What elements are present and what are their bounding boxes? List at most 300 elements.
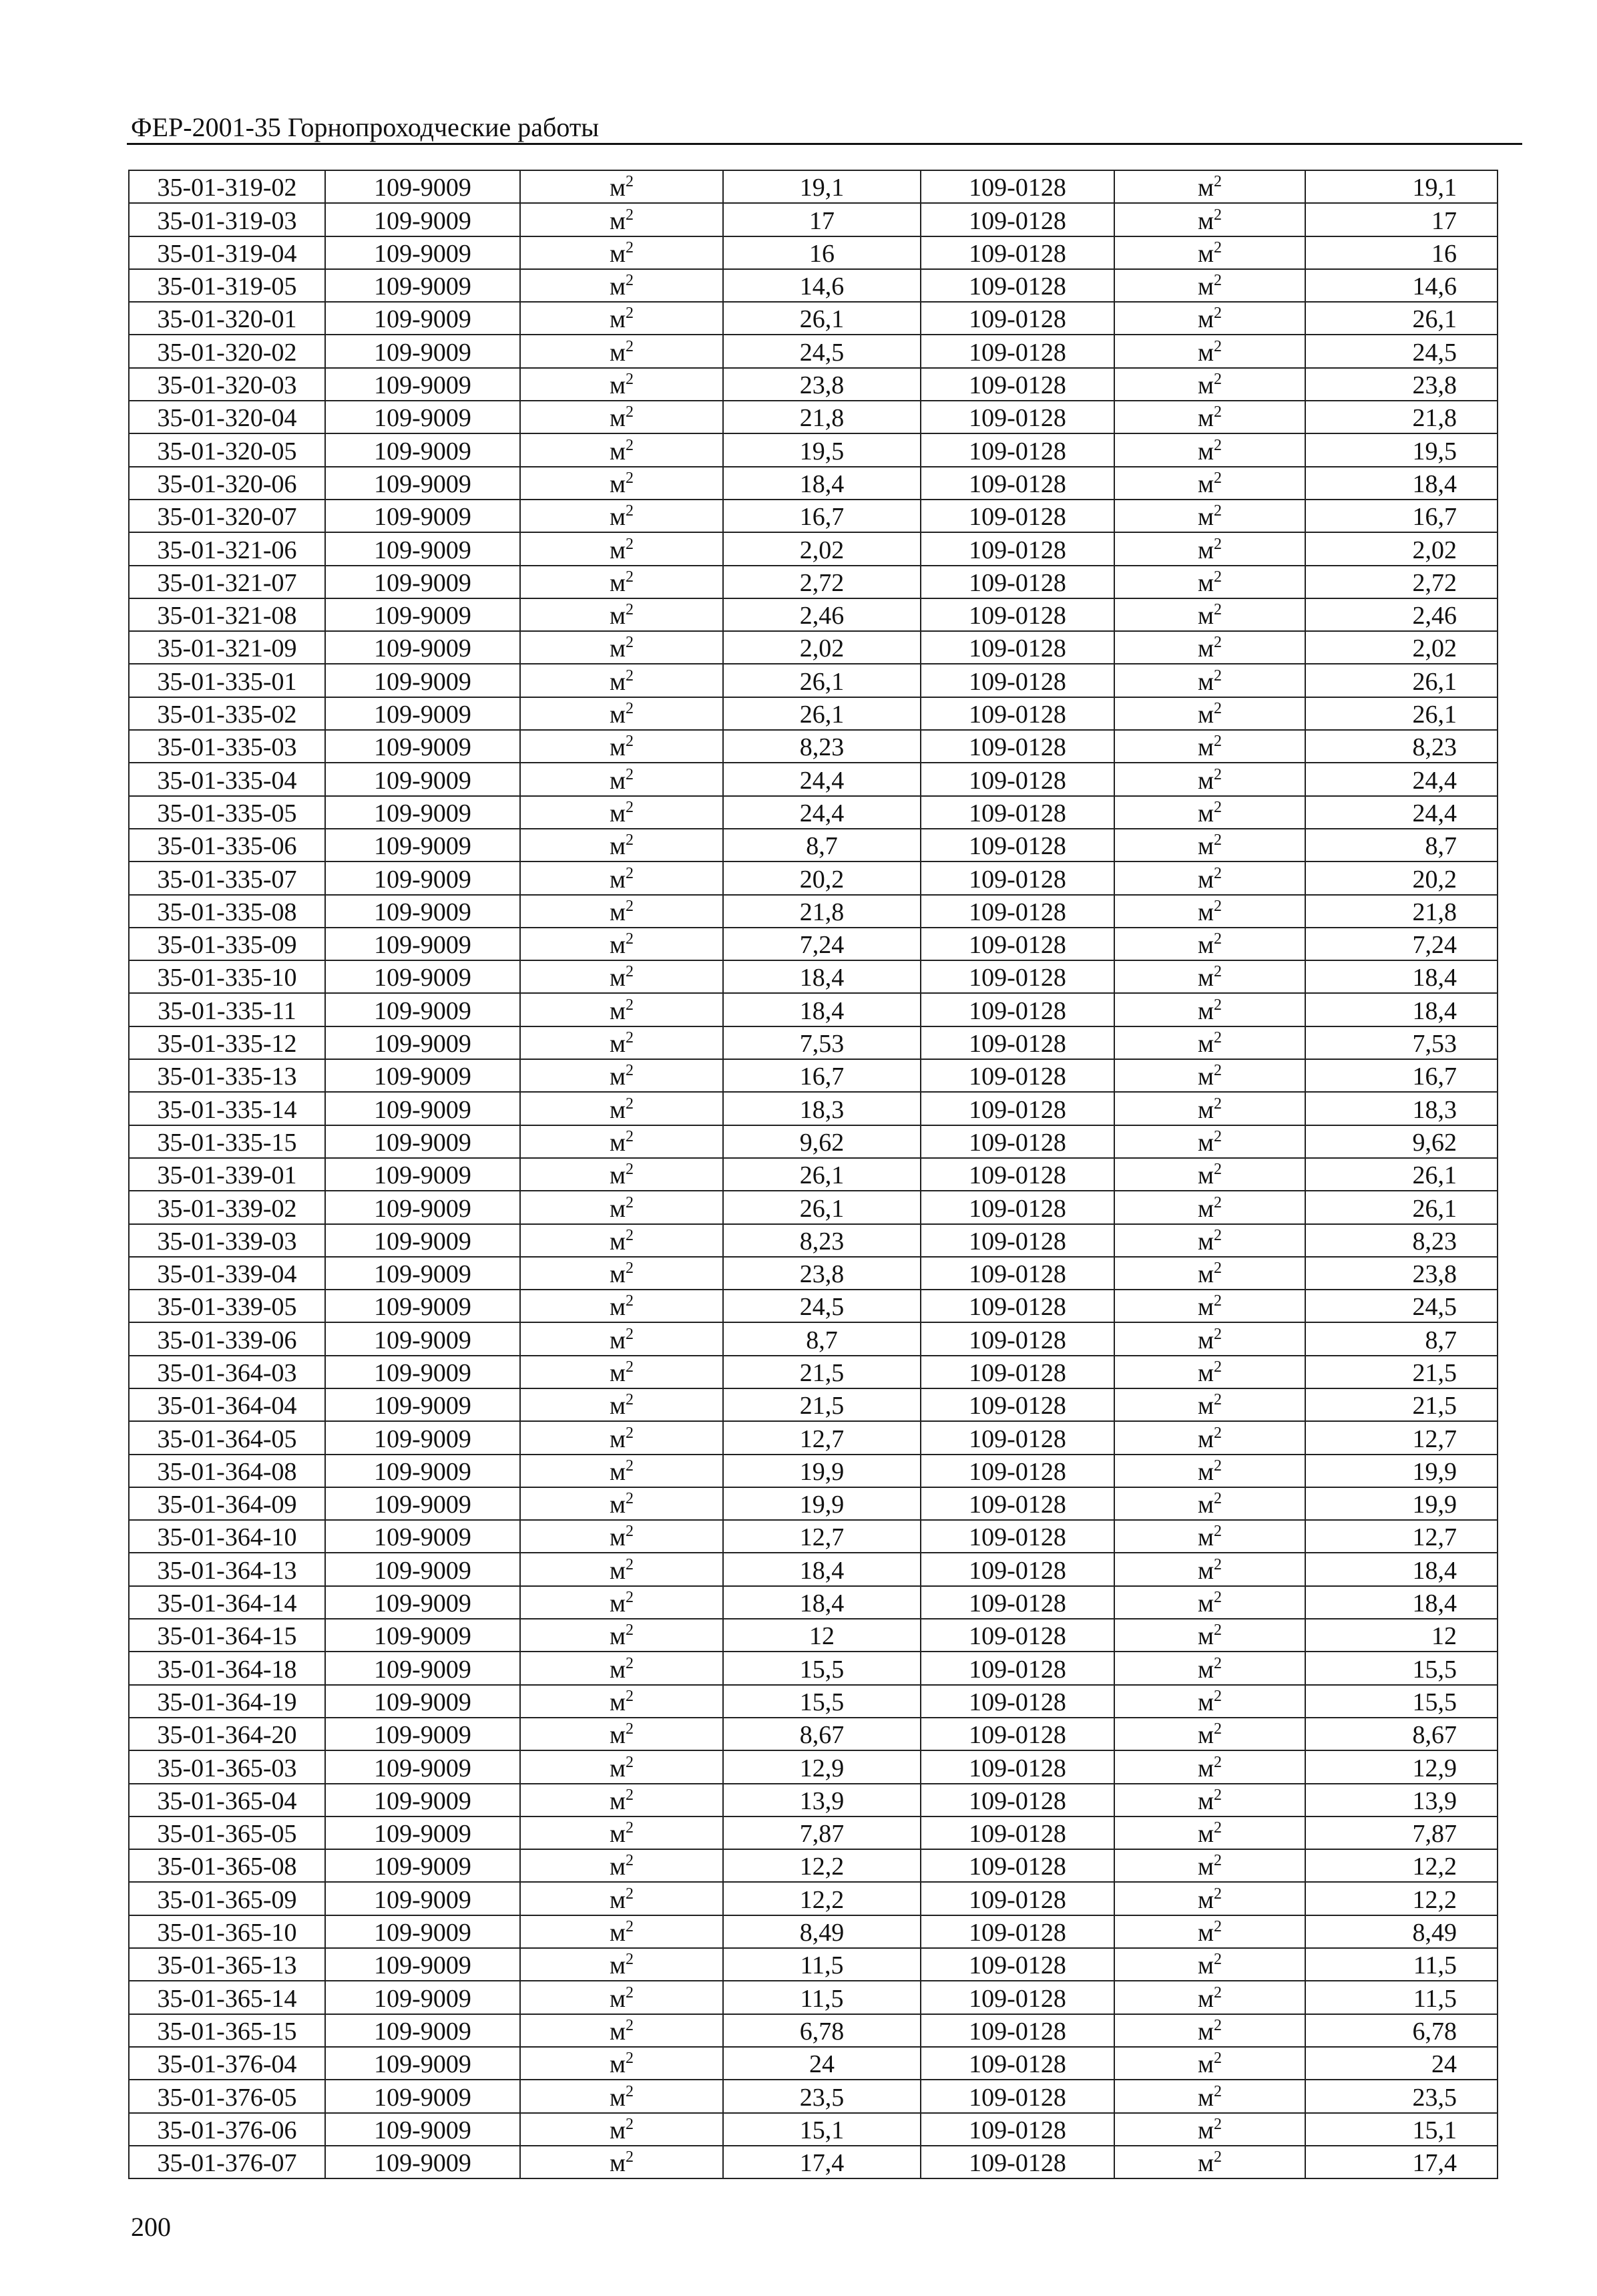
cell-resource-code-1-text: 109-9009 bbox=[374, 1523, 471, 1552]
cell-value-1-text: 18,4 bbox=[799, 1556, 845, 1585]
cell-value-1-text: 26,1 bbox=[799, 667, 845, 696]
cell-resource-code-2-text: 109-0128 bbox=[969, 1095, 1066, 1124]
cell-unit-1-text: м bbox=[609, 898, 626, 926]
cell-value-2-text: 26,1 bbox=[1412, 305, 1457, 334]
cell-unit-1-text: м bbox=[609, 865, 626, 894]
unit-exponent: 2 bbox=[1214, 1687, 1222, 1705]
table-row bbox=[129, 500, 1498, 532]
cell-unit-1 bbox=[520, 1520, 723, 1553]
unit-exponent: 2 bbox=[626, 2148, 634, 2166]
cell-unit-2 bbox=[1114, 368, 1305, 401]
table-row bbox=[129, 631, 1498, 664]
cell-value-2-text: 23,8 bbox=[1412, 1260, 1457, 1289]
unit-exponent: 2 bbox=[626, 206, 634, 224]
cell-value-1-text: 18,4 bbox=[799, 996, 845, 1025]
cell-unit-1 bbox=[520, 532, 723, 565]
cell-resource-code-1-text: 109-9009 bbox=[374, 469, 471, 498]
unit-exponent: 2 bbox=[1214, 1654, 1222, 1672]
cell-resource-code-1 bbox=[325, 796, 520, 829]
cell-value-2 bbox=[1305, 1882, 1498, 1915]
cell-value-2-text: 18,4 bbox=[1412, 996, 1457, 1025]
cell-unit-2-text: м bbox=[1197, 1984, 1214, 2013]
cell-norm-code bbox=[129, 796, 325, 829]
cell-value-1 bbox=[723, 401, 921, 433]
cell-unit-1-text: м bbox=[609, 996, 626, 1025]
cell-norm-code bbox=[129, 1487, 325, 1520]
cell-value-1 bbox=[723, 500, 921, 532]
cell-unit-1 bbox=[520, 1388, 723, 1421]
cell-norm-code bbox=[129, 928, 325, 960]
cell-value-2 bbox=[1305, 862, 1498, 894]
unit-exponent: 2 bbox=[626, 1951, 634, 1969]
cell-unit-1 bbox=[520, 598, 723, 631]
unit-exponent: 2 bbox=[626, 897, 634, 915]
table-row bbox=[129, 1619, 1498, 1652]
table-row bbox=[129, 2113, 1498, 2146]
unit-exponent: 2 bbox=[1214, 1852, 1222, 1870]
unit-exponent: 2 bbox=[626, 371, 634, 389]
cell-value-1 bbox=[723, 1421, 921, 1454]
cell-norm-code bbox=[129, 2080, 325, 2112]
cell-value-1 bbox=[723, 1257, 921, 1290]
cell-unit-1-text: м bbox=[609, 2149, 626, 2178]
unit-exponent: 2 bbox=[626, 1095, 634, 1113]
cell-resource-code-1-text: 109-9009 bbox=[374, 1128, 471, 1157]
cell-unit-2 bbox=[1114, 1487, 1305, 1520]
unit-exponent: 2 bbox=[1214, 1226, 1222, 1244]
unit-exponent: 2 bbox=[1214, 305, 1222, 323]
cell-value-1-text: 13,9 bbox=[799, 1786, 845, 1815]
unit-exponent: 2 bbox=[1214, 2148, 1222, 2166]
cell-value-1-text: 17,4 bbox=[799, 2149, 845, 2178]
unit-exponent: 2 bbox=[626, 436, 634, 454]
cell-resource-code-2-text: 109-0128 bbox=[969, 371, 1066, 400]
cell-unit-1-text: м bbox=[609, 437, 626, 465]
cell-norm-code-text: 35-01-376-05 bbox=[157, 2083, 297, 2112]
cell-norm-code bbox=[129, 170, 325, 203]
cell-norm-code-text: 35-01-339-05 bbox=[157, 1293, 297, 1322]
cell-value-1 bbox=[723, 2146, 921, 2178]
cell-value-2-text: 2,46 bbox=[1412, 602, 1457, 630]
unit-exponent: 2 bbox=[626, 1457, 634, 1475]
cell-norm-code-text: 35-01-335-10 bbox=[157, 964, 297, 992]
unit-exponent: 2 bbox=[626, 502, 634, 520]
cell-resource-code-1 bbox=[325, 1158, 520, 1191]
cell-norm-code-text: 35-01-319-05 bbox=[157, 272, 297, 301]
cell-unit-2-text: м bbox=[1197, 469, 1214, 498]
cell-value-1 bbox=[723, 1026, 921, 1059]
cell-unit-2 bbox=[1114, 401, 1305, 433]
cell-unit-2 bbox=[1114, 467, 1305, 500]
cell-resource-code-2 bbox=[921, 368, 1114, 401]
table-row bbox=[129, 1553, 1498, 1585]
cell-unit-2-text: м bbox=[1197, 1655, 1214, 1684]
cell-value-1-text: 26,1 bbox=[799, 701, 845, 729]
unit-exponent: 2 bbox=[626, 535, 634, 553]
cell-resource-code-1-text: 109-9009 bbox=[374, 1655, 471, 1684]
cell-value-2-text: 12,7 bbox=[1412, 1523, 1457, 1552]
cell-unit-2 bbox=[1114, 631, 1305, 664]
unit-exponent: 2 bbox=[1214, 733, 1222, 751]
cell-unit-1 bbox=[520, 1455, 723, 1487]
cell-resource-code-2-text: 109-0128 bbox=[969, 1424, 1066, 1453]
cell-resource-code-2-text: 109-0128 bbox=[969, 2050, 1066, 2079]
cell-unit-1-text: м bbox=[609, 1161, 626, 1190]
cell-resource-code-2 bbox=[921, 1619, 1114, 1652]
unit-exponent: 2 bbox=[626, 1621, 634, 1640]
cell-value-1-text: 12,7 bbox=[799, 1424, 845, 1453]
cell-value-1-text: 26,1 bbox=[799, 1194, 845, 1223]
cell-resource-code-1-text: 109-9009 bbox=[374, 898, 471, 926]
cell-value-2-text: 9,62 bbox=[1412, 1128, 1457, 1157]
cell-unit-2-text: м bbox=[1197, 206, 1214, 235]
cell-resource-code-1 bbox=[325, 928, 520, 960]
cell-unit-2 bbox=[1114, 1849, 1305, 1882]
cell-value-2 bbox=[1305, 1948, 1498, 1981]
cell-value-1-text: 16 bbox=[809, 239, 835, 268]
cell-resource-code-1-text: 109-9009 bbox=[374, 1260, 471, 1289]
cell-resource-code-2 bbox=[921, 1784, 1114, 1816]
cell-resource-code-2 bbox=[921, 829, 1114, 862]
cell-unit-1-text: м bbox=[609, 701, 626, 729]
cell-unit-1 bbox=[520, 500, 723, 532]
cell-norm-code-text: 35-01-335-08 bbox=[157, 898, 297, 926]
cell-norm-code-text: 35-01-320-01 bbox=[157, 305, 297, 334]
cell-resource-code-2 bbox=[921, 302, 1114, 335]
cell-value-2-text: 26,1 bbox=[1412, 701, 1457, 729]
cell-unit-2 bbox=[1114, 269, 1305, 302]
cell-norm-code bbox=[129, 1191, 325, 1223]
unit-exponent: 2 bbox=[1214, 601, 1222, 619]
cell-norm-code-text: 35-01-335-02 bbox=[157, 701, 297, 729]
table-row bbox=[129, 829, 1498, 862]
cell-unit-1-text: м bbox=[609, 1260, 626, 1289]
unit-exponent: 2 bbox=[626, 1555, 634, 1573]
cell-resource-code-2-text: 109-0128 bbox=[969, 1260, 1066, 1289]
cell-unit-2-text: м bbox=[1197, 1457, 1214, 1486]
cell-resource-code-2 bbox=[921, 1750, 1114, 1783]
cell-value-1-text: 7,24 bbox=[799, 931, 845, 960]
cell-resource-code-1 bbox=[325, 335, 520, 367]
cell-unit-2 bbox=[1114, 335, 1305, 367]
cell-norm-code bbox=[129, 862, 325, 894]
table-row bbox=[129, 1059, 1498, 1092]
cell-value-1 bbox=[723, 1125, 921, 1158]
cell-norm-code bbox=[129, 1257, 325, 1290]
cell-value-2 bbox=[1305, 2146, 1498, 2178]
cell-unit-2 bbox=[1114, 1356, 1305, 1388]
cell-unit-1-text: м bbox=[609, 1358, 626, 1387]
table-row bbox=[129, 862, 1498, 894]
cell-value-2-text: 21,5 bbox=[1412, 1358, 1457, 1387]
cell-value-1-text: 24,4 bbox=[799, 766, 845, 795]
cell-resource-code-2 bbox=[921, 203, 1114, 236]
cell-unit-1-text: м bbox=[609, 1227, 626, 1256]
cell-value-1-text: 2,46 bbox=[799, 602, 845, 630]
cell-unit-1-text: м bbox=[609, 2116, 626, 2144]
unit-exponent: 2 bbox=[1214, 1555, 1222, 1573]
cell-value-2 bbox=[1305, 895, 1498, 928]
cell-value-2-text: 12 bbox=[1431, 1622, 1457, 1651]
cell-unit-2 bbox=[1114, 1586, 1305, 1619]
table-row bbox=[129, 1685, 1498, 1718]
cell-norm-code-text: 35-01-320-07 bbox=[157, 503, 297, 532]
cell-norm-code bbox=[129, 1948, 325, 1981]
cell-value-2 bbox=[1305, 1553, 1498, 1585]
cell-unit-2-text: м bbox=[1197, 1128, 1214, 1157]
cell-unit-1-text: м bbox=[609, 1885, 626, 1914]
cell-resource-code-2 bbox=[921, 895, 1114, 928]
cell-resource-code-2 bbox=[921, 1816, 1114, 1849]
table-row bbox=[129, 1290, 1498, 1322]
cell-unit-1 bbox=[520, 631, 723, 664]
unit-exponent: 2 bbox=[626, 1226, 634, 1244]
cell-value-2 bbox=[1305, 1290, 1498, 1322]
cell-unit-1-text: м bbox=[609, 1457, 626, 1486]
cell-resource-code-2 bbox=[921, 1322, 1114, 1355]
cell-unit-1-text: м bbox=[609, 1919, 626, 1947]
unit-exponent: 2 bbox=[1214, 238, 1222, 256]
cell-value-1 bbox=[723, 796, 921, 829]
cell-unit-2-text: м bbox=[1197, 2083, 1214, 2112]
cell-unit-2 bbox=[1114, 1718, 1305, 1750]
cell-value-2 bbox=[1305, 269, 1498, 302]
cell-unit-1 bbox=[520, 236, 723, 269]
cell-norm-code-text: 35-01-365-03 bbox=[157, 1754, 297, 1782]
cell-resource-code-1 bbox=[325, 664, 520, 697]
cell-resource-code-2-text: 109-0128 bbox=[969, 1326, 1066, 1354]
unit-exponent: 2 bbox=[626, 1523, 634, 1541]
cell-resource-code-1 bbox=[325, 1553, 520, 1585]
cell-unit-1-text: м bbox=[609, 602, 626, 630]
cell-norm-code bbox=[129, 1784, 325, 1816]
table-body bbox=[129, 170, 1498, 2178]
cell-resource-code-1-text: 109-9009 bbox=[374, 1622, 471, 1651]
table-row bbox=[129, 598, 1498, 631]
cell-value-1 bbox=[723, 1750, 921, 1783]
cell-value-1-text: 21,8 bbox=[799, 898, 845, 926]
table-row bbox=[129, 993, 1498, 1026]
cell-resource-code-2 bbox=[921, 1224, 1114, 1257]
cell-unit-2-text: м bbox=[1197, 1260, 1214, 1289]
cell-resource-code-2 bbox=[921, 1455, 1114, 1487]
cell-value-2-text: 8,23 bbox=[1412, 733, 1457, 762]
cell-resource-code-1-text: 109-9009 bbox=[374, 1457, 471, 1486]
unit-exponent: 2 bbox=[1214, 765, 1222, 783]
cell-value-2 bbox=[1305, 960, 1498, 993]
unit-exponent: 2 bbox=[1214, 535, 1222, 553]
cell-resource-code-2 bbox=[921, 1718, 1114, 1750]
cell-unit-2-text: м bbox=[1197, 503, 1214, 532]
cell-value-2 bbox=[1305, 1421, 1498, 1454]
cell-norm-code bbox=[129, 1224, 325, 1257]
page-header-title: ФЕР-2001-35 Горнопроходческие работы bbox=[131, 112, 600, 142]
cell-norm-code-text: 35-01-335-06 bbox=[157, 832, 297, 861]
cell-unit-2-text: м bbox=[1197, 338, 1214, 367]
cell-value-1-text: 23,8 bbox=[799, 371, 845, 400]
cell-unit-2 bbox=[1114, 1059, 1305, 1092]
unit-exponent: 2 bbox=[1214, 2016, 1222, 2034]
cell-unit-1 bbox=[520, 203, 723, 236]
cell-norm-code-text: 35-01-335-03 bbox=[157, 733, 297, 762]
unit-exponent: 2 bbox=[1214, 831, 1222, 849]
cell-value-2-text: 12,2 bbox=[1412, 1885, 1457, 1914]
cell-unit-1-text: м bbox=[609, 1030, 626, 1059]
cell-resource-code-2 bbox=[921, 1125, 1114, 1158]
cell-resource-code-2-text: 109-0128 bbox=[969, 1655, 1066, 1684]
cell-unit-2 bbox=[1114, 566, 1305, 598]
cell-value-2-text: 15,5 bbox=[1412, 1655, 1457, 1684]
cell-unit-1-text: м bbox=[609, 1523, 626, 1552]
unit-exponent: 2 bbox=[1214, 1127, 1222, 1145]
cell-unit-2 bbox=[1114, 960, 1305, 993]
cell-value-1 bbox=[723, 2080, 921, 2112]
cell-resource-code-1 bbox=[325, 1882, 520, 1915]
cell-value-2 bbox=[1305, 1125, 1498, 1158]
cell-unit-2 bbox=[1114, 1652, 1305, 1684]
cell-unit-1-text: м bbox=[609, 2083, 626, 2112]
cell-resource-code-2-text: 109-0128 bbox=[969, 1754, 1066, 1782]
cell-norm-code-text: 35-01-335-07 bbox=[157, 865, 297, 894]
cell-norm-code-text: 35-01-339-04 bbox=[157, 1260, 297, 1289]
table-row bbox=[129, 730, 1498, 763]
cell-resource-code-1 bbox=[325, 236, 520, 269]
cell-unit-1 bbox=[520, 928, 723, 960]
cell-value-2 bbox=[1305, 368, 1498, 401]
cell-value-1-text: 15,1 bbox=[799, 2116, 845, 2144]
cell-resource-code-1-text: 109-9009 bbox=[374, 964, 471, 992]
unit-exponent: 2 bbox=[1214, 1490, 1222, 1508]
cell-resource-code-1 bbox=[325, 1981, 520, 2014]
cell-unit-2-text: м bbox=[1197, 898, 1214, 926]
cell-resource-code-1-text: 109-9009 bbox=[374, 1293, 471, 1322]
cell-norm-code bbox=[129, 631, 325, 664]
unit-exponent: 2 bbox=[1214, 1621, 1222, 1640]
cell-norm-code-text: 35-01-365-13 bbox=[157, 1951, 297, 1980]
table-row bbox=[129, 1158, 1498, 1191]
cell-norm-code-text: 35-01-320-04 bbox=[157, 404, 297, 433]
cell-resource-code-1 bbox=[325, 1750, 520, 1783]
cell-value-2 bbox=[1305, 1322, 1498, 1355]
cell-value-1-text: 12,9 bbox=[799, 1754, 845, 1782]
cell-unit-1-text: м bbox=[609, 766, 626, 795]
cell-value-2-text: 17 bbox=[1431, 206, 1457, 235]
cell-resource-code-1-text: 109-9009 bbox=[374, 865, 471, 894]
cell-resource-code-1 bbox=[325, 500, 520, 532]
cell-unit-2-text: м bbox=[1197, 1589, 1214, 1618]
cell-unit-1 bbox=[520, 1816, 723, 1849]
cell-unit-1 bbox=[520, 1487, 723, 1520]
cell-resource-code-2 bbox=[921, 170, 1114, 203]
cell-value-1-text: 11,5 bbox=[800, 1951, 844, 1980]
cell-unit-1 bbox=[520, 368, 723, 401]
cell-resource-code-2-text: 109-0128 bbox=[969, 2116, 1066, 2144]
cell-resource-code-1-text: 109-9009 bbox=[374, 931, 471, 960]
cell-unit-1 bbox=[520, 1981, 723, 2014]
unit-exponent: 2 bbox=[626, 1983, 634, 2001]
cell-resource-code-1-text: 109-9009 bbox=[374, 437, 471, 465]
cell-unit-2 bbox=[1114, 862, 1305, 894]
cell-norm-code bbox=[129, 433, 325, 466]
unit-exponent: 2 bbox=[626, 1062, 634, 1080]
cell-resource-code-1-text: 109-9009 bbox=[374, 206, 471, 235]
cell-norm-code-text: 35-01-321-09 bbox=[157, 634, 297, 663]
cell-value-2 bbox=[1305, 236, 1498, 269]
cell-resource-code-1 bbox=[325, 2014, 520, 2047]
cell-unit-2-text: м bbox=[1197, 2116, 1214, 2144]
cell-unit-1 bbox=[520, 467, 723, 500]
table-row bbox=[129, 203, 1498, 236]
cell-value-2-text: 12,9 bbox=[1412, 1754, 1457, 1782]
unit-exponent: 2 bbox=[626, 173, 634, 191]
cell-resource-code-1-text: 109-9009 bbox=[374, 733, 471, 762]
cell-unit-2-text: м bbox=[1197, 1491, 1214, 1519]
cell-unit-1 bbox=[520, 401, 723, 433]
cell-value-1 bbox=[723, 895, 921, 928]
unit-exponent: 2 bbox=[626, 1753, 634, 1771]
cell-unit-2-text: м bbox=[1197, 1161, 1214, 1190]
unit-exponent: 2 bbox=[1214, 2115, 1222, 2133]
cell-resource-code-1-text: 109-9009 bbox=[374, 766, 471, 795]
cell-value-1 bbox=[723, 1816, 921, 1849]
cell-unit-2 bbox=[1114, 598, 1305, 631]
cell-value-1 bbox=[723, 1915, 921, 1948]
cell-norm-code bbox=[129, 895, 325, 928]
cell-value-1-text: 12,7 bbox=[799, 1523, 845, 1552]
cell-resource-code-2 bbox=[921, 1586, 1114, 1619]
cell-value-1 bbox=[723, 2014, 921, 2047]
cell-unit-1 bbox=[520, 2146, 723, 2178]
cell-resource-code-1-text: 109-9009 bbox=[374, 2050, 471, 2079]
cell-value-1-text: 24,4 bbox=[799, 799, 845, 827]
unit-exponent: 2 bbox=[626, 2016, 634, 2034]
cell-norm-code-text: 35-01-319-04 bbox=[157, 239, 297, 268]
cell-norm-code-text: 35-01-364-10 bbox=[157, 1523, 297, 1552]
table-row bbox=[129, 1487, 1498, 1520]
cell-value-2 bbox=[1305, 1158, 1498, 1191]
cell-value-2-text: 18,4 bbox=[1412, 1556, 1457, 1585]
cell-resource-code-1-text: 109-9009 bbox=[374, 1589, 471, 1618]
cell-resource-code-1-text: 109-9009 bbox=[374, 2116, 471, 2144]
unit-exponent: 2 bbox=[1214, 469, 1222, 487]
cell-norm-code bbox=[129, 1981, 325, 2014]
cell-value-2 bbox=[1305, 1750, 1498, 1783]
unit-exponent: 2 bbox=[1214, 568, 1222, 586]
cell-resource-code-2 bbox=[921, 566, 1114, 598]
unit-exponent: 2 bbox=[626, 238, 634, 256]
cell-unit-2 bbox=[1114, 1224, 1305, 1257]
cell-value-1 bbox=[723, 1487, 921, 1520]
cell-unit-1 bbox=[520, 1026, 723, 1059]
cell-unit-1 bbox=[520, 895, 723, 928]
cell-value-2 bbox=[1305, 203, 1498, 236]
cell-value-2 bbox=[1305, 566, 1498, 598]
cell-resource-code-1-text: 109-9009 bbox=[374, 272, 471, 301]
cell-value-2-text: 8,23 bbox=[1412, 1227, 1457, 1256]
cell-resource-code-2-text: 109-0128 bbox=[969, 667, 1066, 696]
cell-value-1 bbox=[723, 433, 921, 466]
cell-resource-code-2 bbox=[921, 1388, 1114, 1421]
cell-resource-code-2-text: 109-0128 bbox=[969, 272, 1066, 301]
table-row bbox=[129, 302, 1498, 335]
cell-unit-2-text: м bbox=[1197, 602, 1214, 630]
cell-unit-1-text: м bbox=[609, 1951, 626, 1980]
unit-exponent: 2 bbox=[1214, 1753, 1222, 1771]
cell-unit-2 bbox=[1114, 2113, 1305, 2146]
unit-exponent: 2 bbox=[626, 469, 634, 487]
cell-resource-code-2-text: 109-0128 bbox=[969, 1951, 1066, 1980]
cell-resource-code-2-text: 109-0128 bbox=[969, 568, 1066, 597]
